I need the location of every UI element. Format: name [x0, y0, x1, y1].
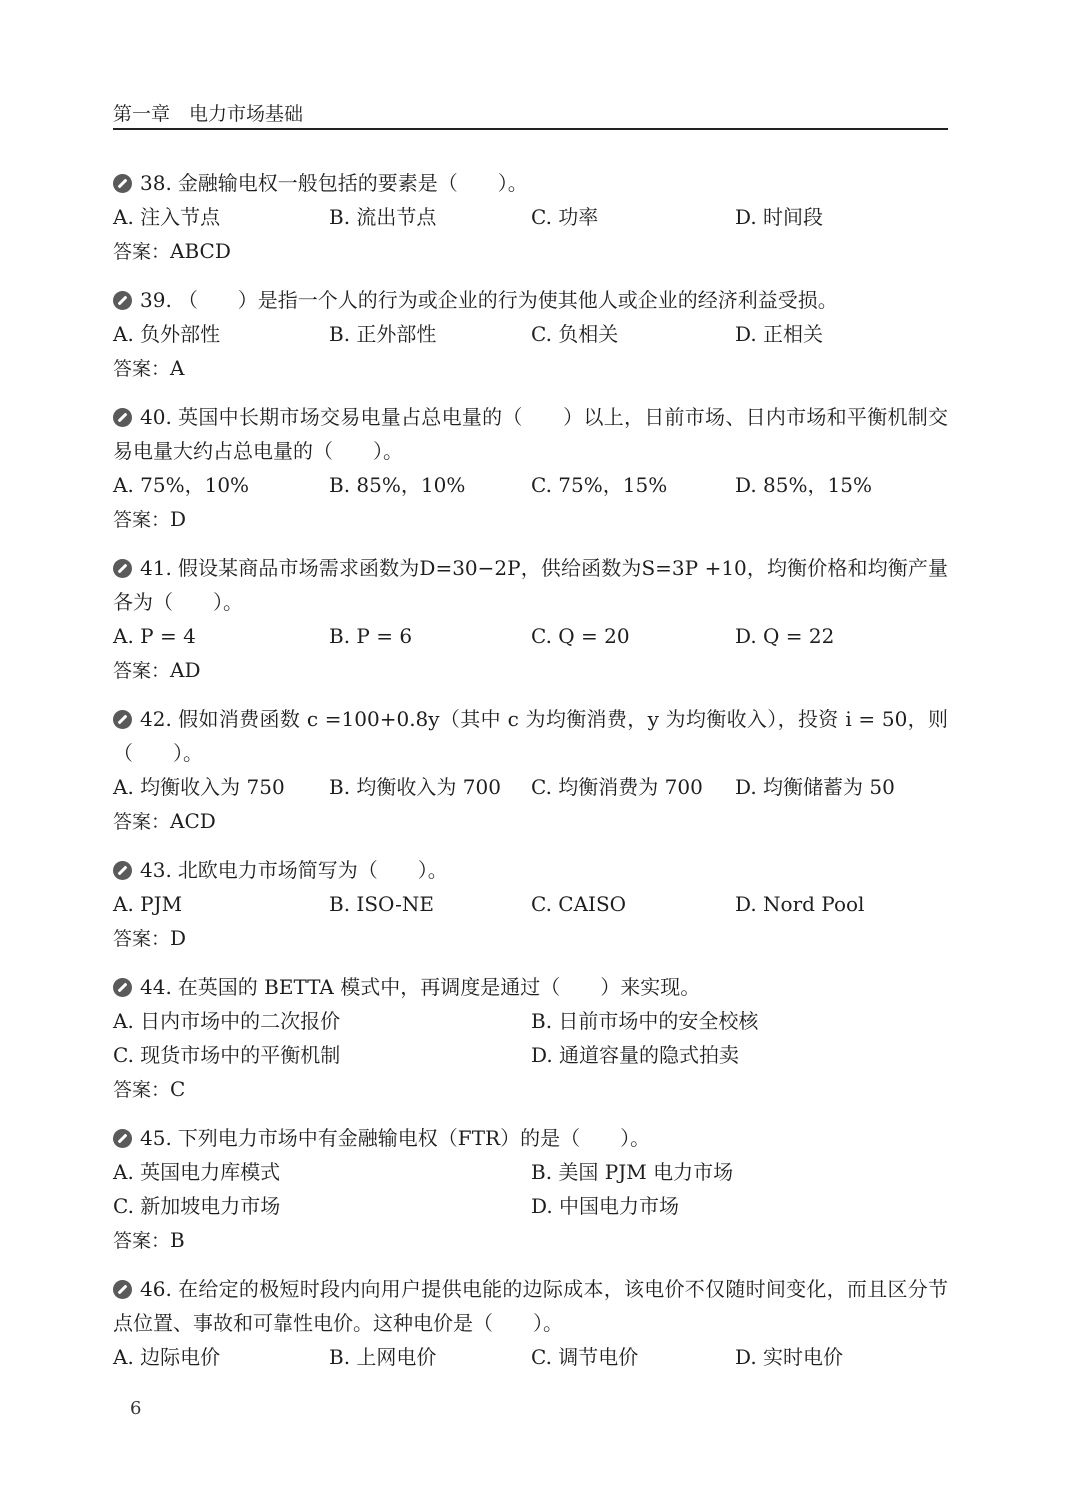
option-c: C. CAISO — [531, 892, 627, 916]
question-41 — [113, 551, 948, 688]
question-46 — [113, 1272, 948, 1374]
pencil-icon — [113, 559, 132, 578]
question-text: 英国中长期市场交易电量占总电量的（ ）以上，日前市场、日内市场和平衡机制交易电量大约占总电量的（ ）。 — [113, 405, 948, 463]
answer-value: A — [170, 356, 185, 380]
answer-line — [113, 351, 948, 386]
option-a: A. 75%，10% — [113, 473, 250, 497]
answer-line — [113, 921, 948, 956]
options — [113, 1340, 948, 1374]
answer-label: 答案： — [113, 509, 171, 531]
chapter-header: 第一章 电力市场基础 — [113, 103, 304, 125]
options — [113, 317, 948, 351]
answer-label: 答案： — [113, 241, 171, 263]
question-text: 金融输电权一般包括的要素是（ ）。 — [177, 171, 528, 195]
question-number: 43. — [140, 858, 172, 882]
option-a: A. 日内市场中的二次报价 — [113, 1009, 341, 1033]
question-number: 38. — [140, 171, 172, 195]
answer-line — [113, 502, 948, 537]
question-text: 北欧电力市场简写为（ ）。 — [177, 858, 448, 882]
question-39 — [113, 283, 948, 386]
options — [113, 1004, 948, 1072]
question-text: （ ）是指一个人的行为或企业的行为使其他人或企业的经济利益受损。 — [177, 288, 838, 312]
question-number: 44. — [140, 975, 172, 999]
option-a: A. 负外部性 — [113, 322, 221, 346]
pencil-icon — [113, 408, 132, 427]
question-45 — [113, 1121, 948, 1258]
options — [113, 770, 948, 804]
option-a: A. 英国电力库模式 — [113, 1160, 281, 1184]
question-number: 41. — [140, 556, 172, 580]
option-c: C. 75%，15% — [531, 473, 668, 497]
header-rule — [113, 128, 948, 130]
option-b: B. 85%，10% — [329, 473, 466, 497]
question-stem — [113, 1272, 948, 1340]
option-c: C. Q = 20 — [531, 624, 630, 648]
question-stem — [113, 400, 948, 468]
question-stem — [113, 283, 948, 317]
option-a: A. P = 4 — [113, 624, 196, 648]
answer-line — [113, 1072, 948, 1107]
options — [113, 887, 948, 921]
answer-value: C — [170, 1077, 186, 1101]
option-a: A. 均衡收入为 750 — [113, 775, 285, 799]
option-d: D. Nord Pool — [735, 892, 865, 916]
options — [113, 200, 948, 234]
option-d: D. 实时电价 — [735, 1345, 844, 1369]
question-text: 在给定的极短时段内向用户提供电能的边际成本，该电价不仅随时间变化，而且区分节点位置、事故和可靠性电价。这种电价是（ ）。 — [113, 1277, 948, 1335]
option-d: D. 正相关 — [735, 322, 824, 346]
answer-label: 答案： — [113, 811, 171, 833]
question-stem — [113, 166, 948, 200]
answer-label: 答案： — [113, 358, 171, 380]
option-b: B. ISO-NE — [329, 892, 434, 916]
option-d: D. 时间段 — [735, 205, 824, 229]
answer-value: B — [170, 1228, 185, 1252]
option-c: C. 均衡消费为 700 — [531, 775, 703, 799]
option-d: D. Q = 22 — [735, 624, 835, 648]
option-b: B. 上网电价 — [329, 1345, 437, 1369]
option-d: D. 均衡储蓄为 50 — [735, 775, 895, 799]
option-b: B. 美国 PJM 电力市场 — [531, 1160, 734, 1184]
answer-value: D — [170, 507, 187, 531]
pencil-icon — [113, 861, 132, 880]
answer-label: 答案： — [113, 1230, 171, 1252]
option-c: C. 调节电价 — [531, 1345, 639, 1369]
question-text: 假设某商品市场需求函数为D=30−2P，供给函数为S=3P +10，均衡价格和均衡产量各为（ ）。 — [113, 556, 948, 614]
option-b: B. 均衡收入为 700 — [329, 775, 501, 799]
question-44 — [113, 970, 948, 1107]
question-40 — [113, 400, 948, 537]
option-b: B. 流出节点 — [329, 205, 437, 229]
question-list — [113, 166, 948, 1388]
pencil-icon — [113, 1280, 132, 1299]
option-c: C. 新加坡电力市场 — [113, 1194, 281, 1218]
question-text: 假如消费函数 c =100+0.8y（其中 c 为均衡消费，y 为均衡收入），投资 i = 50，则（ ）。 — [113, 707, 948, 765]
question-number: 42. — [140, 707, 172, 731]
answer-value: AD — [170, 658, 201, 682]
answer-label: 答案： — [113, 928, 171, 950]
question-stem — [113, 702, 948, 770]
option-a: A. PJM — [113, 892, 183, 916]
option-b: B. 日前市场中的安全校核 — [531, 1009, 759, 1033]
answer-value: ABCD — [170, 239, 231, 263]
option-d: D. 85%，15% — [735, 473, 872, 497]
question-number: 39. — [140, 288, 172, 312]
option-c: C. 功率 — [531, 205, 599, 229]
question-42 — [113, 702, 948, 839]
answer-line — [113, 804, 948, 839]
option-d: D. 中国电力市场 — [531, 1194, 680, 1218]
pencil-icon — [113, 710, 132, 729]
question-text: 下列电力市场中有金融输电权（FTR）的是（ ）。 — [177, 1126, 651, 1150]
page-number: 6 — [130, 1398, 142, 1419]
question-38 — [113, 166, 948, 269]
answer-label: 答案： — [113, 660, 171, 682]
option-d: D. 通道容量的隐式拍卖 — [531, 1043, 740, 1067]
answer-value: D — [170, 926, 187, 950]
answer-value: ACD — [170, 809, 216, 833]
answer-line — [113, 234, 948, 269]
question-stem — [113, 853, 948, 887]
pencil-icon — [113, 291, 132, 310]
answer-line — [113, 653, 948, 688]
question-number: 46. — [140, 1277, 172, 1301]
options — [113, 619, 948, 653]
question-stem — [113, 970, 948, 1004]
option-b: B. P = 6 — [329, 624, 413, 648]
pencil-icon — [113, 978, 132, 997]
option-c: C. 现货市场中的平衡机制 — [113, 1043, 341, 1067]
question-stem — [113, 551, 948, 619]
question-stem — [113, 1121, 948, 1155]
question-text: 在英国的 BETTA 模式中，再调度是通过（ ）来实现。 — [177, 975, 701, 999]
answer-line — [113, 1223, 948, 1258]
question-number: 40. — [140, 405, 172, 429]
pencil-icon — [113, 1129, 132, 1148]
option-b: B. 正外部性 — [329, 322, 437, 346]
question-number: 45. — [140, 1126, 172, 1150]
option-a: A. 边际电价 — [113, 1345, 221, 1369]
option-c: C. 负相关 — [531, 322, 619, 346]
answer-label: 答案： — [113, 1079, 171, 1101]
options — [113, 468, 948, 502]
option-a: A. 注入节点 — [113, 205, 221, 229]
pencil-icon — [113, 174, 132, 193]
question-43 — [113, 853, 948, 956]
options — [113, 1155, 948, 1223]
